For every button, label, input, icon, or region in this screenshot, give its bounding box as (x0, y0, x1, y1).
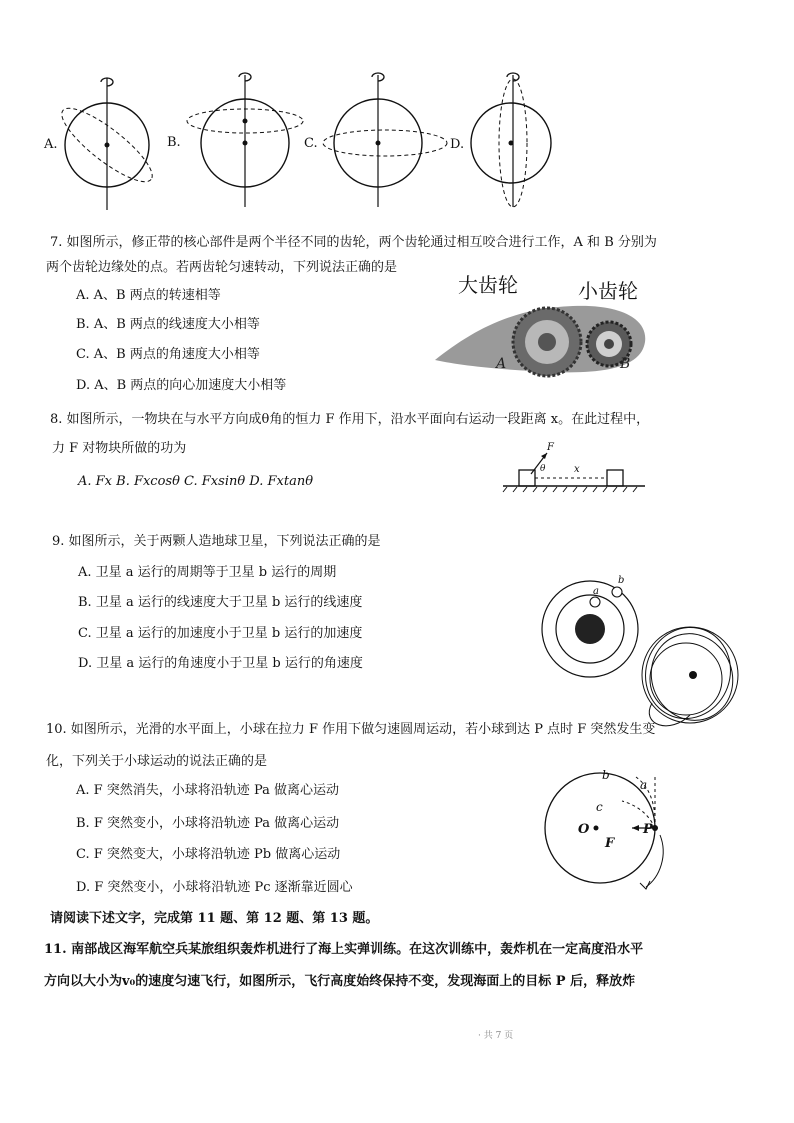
q7-option-c: C. A、B 两点的角速度大小相等 (76, 347, 260, 362)
q10-option-d: D. F 突然变小，小球将沿轨迹 Pc 逐渐靠近圆心 (76, 880, 353, 895)
q7-stem-line1: 7. 如图所示，修正带的核心部件是两个半径不同的齿轮，两个齿轮通过相互咬合进行工作，A 和 B 分别为 (50, 235, 657, 250)
q7-option-d: D. A、B 两点的向心加速度大小相等 (76, 378, 287, 393)
q10-circular-motion-figure (560, 765, 670, 900)
q6-figure-b (185, 65, 315, 215)
q6-figure-a (55, 70, 165, 215)
q6-figure-d (465, 65, 565, 215)
q9-stem: 9. 如图所示，关于两颗人造地球卫星，下列说法正确的是 (52, 534, 381, 549)
q8-stem-line2: 力 F 对物块所做的功为 (52, 441, 187, 456)
q6-option-d-label: D. (450, 137, 465, 152)
q9-option-b: B. 卫星 a 运行的线速度大于卫星 b 运行的线速度 (78, 595, 363, 610)
page-footer: · 共 7 页 (478, 1031, 514, 1041)
q10-force-f-label: F (605, 836, 615, 851)
q10-path-a-label: a (640, 778, 648, 792)
q6-option-c-label: C. (304, 136, 318, 151)
q11-line2: 方向以大小为v₀的速度匀速飞行，如图所示，飞行高度始终保持不变，发现海面上的目标 P 后，释放炸 (44, 974, 636, 989)
q7-point-a-label: A (496, 356, 507, 372)
q8-options: A. Fx B. Fxcosθ C. Fxsinθ D. Fxtanθ (78, 474, 314, 489)
q10-option-c: C. F 突然变大，小球将沿轨迹 Pb 做离心运动 (76, 847, 341, 862)
q9-satellite-figure (540, 575, 730, 735)
q9-option-a: A. 卫星 a 运行的周期等于卫星 b 运行的周期 (78, 565, 337, 580)
q8-distance-label: x (574, 464, 580, 475)
q8-force-label: F (547, 442, 554, 453)
q9-option-d: D. 卫星 a 运行的角速度小于卫星 b 运行的角速度 (78, 656, 363, 671)
q10-path-c-label: c (596, 800, 603, 814)
q10-stem-line2: 化，下列关于小球运动的说法正确的是 (46, 754, 268, 769)
q9-option-c: C. 卫星 a 运行的加速度小于卫星 b 运行的加速度 (78, 626, 363, 641)
q9-satellite-a-label: a (593, 586, 599, 597)
q7-small-gear-label: 小齿轮 (578, 279, 638, 303)
q7-stem-line2: 两个齿轮边缘处的点。若两齿轮匀速转动，下列说法正确的是 (46, 260, 398, 275)
q7-big-gear-label: 大齿轮 (458, 273, 518, 297)
q7-option-a: A. A、B 两点的转速相等 (76, 288, 221, 303)
reading-instruction: 请阅读下述文字，完成第 11 题、第 12 题、第 13 题。 (50, 911, 379, 926)
q8-theta-label: θ (540, 464, 546, 474)
q6-figure-c (318, 65, 453, 215)
q9-satellite-b-label: b (618, 575, 625, 586)
q8-stem-line1: 8. 如图所示，一物块在与水平方向成θ角的恒力 F 作用下，沿水平面向右运动一段距离 x。在此过程中， (50, 412, 650, 427)
q10-option-a: A. F 突然消失，小球将沿轨迹 Pa 做离心运动 (76, 783, 339, 798)
q10-point-p-label: P (643, 822, 653, 837)
q11-line1: 11. 南部战区海军航空兵某旅组织轰炸机进行了海上实弹训练。在这次训练中，轰炸机在一定高度沿水平 (44, 942, 644, 957)
q10-stem-line1: 10. 如图所示，光滑的水平面上，小球在拉力 F 作用下做匀速圆周运动，若小球到达 P 点时 F 突然发生变 (46, 722, 656, 737)
q6-option-b-label: B. (167, 135, 181, 150)
q10-option-b: B. F 突然变小，小球将沿轨迹 Pa 做离心运动 (76, 816, 340, 831)
q7-option-b: B. A、B 两点的线速度大小相等 (76, 317, 260, 332)
q6-option-a-label: A. (44, 137, 58, 152)
q10-path-b-label: b (602, 768, 610, 782)
q10-center-o-label: O (578, 822, 590, 837)
q7-point-b-label: B (620, 356, 631, 372)
